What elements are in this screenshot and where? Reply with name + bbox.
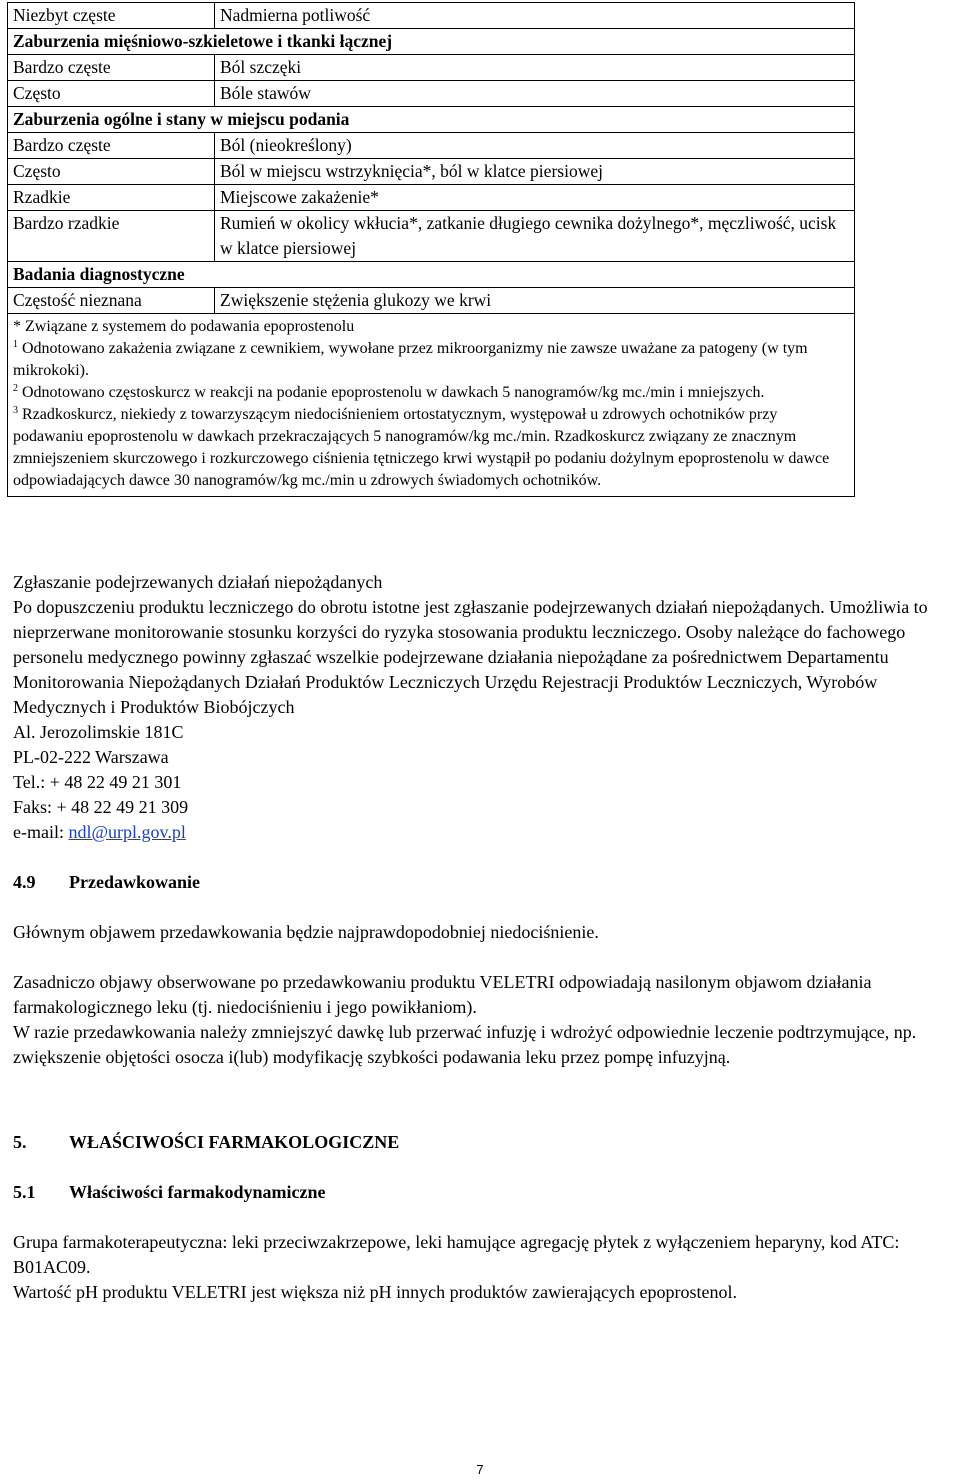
overdose-paragraph-3: W razie przedawkowania należy zmniejszyć dawkę lub przerwać infuzję i wdrożyć odpowiednie leczenie podtrzymujące, np. zwiększenie objętości osocza i(lub) modyfikację szybkości podawania leku przez pompę infuzyjną. <box>13 1022 917 1067</box>
fax-number: Faks: + 48 22 49 21 309 <box>13 797 189 817</box>
section-title: Przedawkowanie <box>69 872 200 892</box>
email-line <box>13 820 958 845</box>
email-link[interactable]: ndl@urpl.gov.pl <box>68 822 186 842</box>
table-row <box>8 159 855 185</box>
address-street: Al. Jerozolimskie 181C <box>13 722 184 742</box>
table-notes-row <box>8 314 855 497</box>
frequency-cell: Często <box>8 81 215 107</box>
footnote-text: Odnotowano zakażenia związane z cewnikiem, wywołane przez mikroorganizmy nie zawsze uważane za patogeny (w tym mikrokoki). <box>13 340 808 379</box>
table-row <box>8 211 855 262</box>
reaction-cell: Bóle stawów <box>215 81 855 107</box>
overdose-paragraph-2: Zasadniczo objawy obserwowane po przedawkowaniu produktu VELETRI odpowiadają nasilonym objawom działania farmakologicznego leku (tj. niedociśnieniu i jego powikłaniom). <box>13 972 872 1017</box>
reaction-cell: Miejscowe zakażenie* <box>215 185 855 211</box>
table-row <box>8 3 855 29</box>
table-footnotes <box>8 314 855 497</box>
reaction-cell: Rumień w okolicy wkłucia*, zatkanie długiego cewnika dożylnego*, męczliwość, ucisk w klatce piersiowej <box>215 211 855 262</box>
reporting-title: Zgłaszanie podejrzewanych działań niepożądanych <box>13 572 383 592</box>
table-row <box>8 29 855 55</box>
reporting-paragraph: Po dopuszczeniu produktu leczniczego do obrotu istotne jest zgłaszanie podejrzewanych działań niepożądanych. Umożliwia to nieprzerwane monitorowanie stosunku korzyści do ryzyka stosowania produktu leczniczego. Osoby należące do fachowego personelu medycznego powinny zgłaszać wszelkie podejrzewane działania niepożądane za pośrednictwem Departamentu Monitorowania Niepożądanych Działań Produktów Leczniczych Urzędu Rejestracji Produktów Leczniczych, Wyrobów Medycznych i Produktów Biobójczych <box>13 597 928 717</box>
footnote-mark: 1 <box>13 339 18 350</box>
frequency-cell: Bardzo częste <box>8 133 215 159</box>
frequency-cell: Częstość nieznana <box>8 288 215 314</box>
reaction-cell: Ból (nieokreślony) <box>215 133 855 159</box>
section-5-heading <box>13 1130 958 1155</box>
reaction-cell: Nadmierna potliwość <box>215 3 855 29</box>
table-row <box>8 133 855 159</box>
footnote-mark: 3 <box>13 405 18 416</box>
footnote-star: * Związane z systemem do podawania epoprostenolu <box>13 318 355 335</box>
frequency-cell: Bardzo częste <box>8 55 215 81</box>
footnote-text: Rzadkoskurcz, niekiedy z towarzyszącym niedociśnieniem ortostatycznym, występował u zdrowych ochotników przy podawaniu epoprostenolu w dawkach przekraczających 5 nanogramów/kg mc./min. Rzadkoskurcz związany ze znacznym zmniejszeniem skurczowego i rozkurczowego ciśnienia tętniczego krwi wystąpił po podaniu dożylnym epoprostenolu w dawce odpowiadających dawce 30 nanogramów/kg mc./min u zdrowych świadomych ochotników. <box>13 406 830 489</box>
section-5-1-heading <box>13 1180 958 1205</box>
adverse-reactions-table <box>7 2 855 497</box>
frequency-cell: Rzadkie <box>8 185 215 211</box>
phone-number: Tel.: + 48 22 49 21 301 <box>13 772 182 792</box>
reaction-cell: Zwiększenie stężenia glukozy we krwi <box>215 288 855 314</box>
reaction-cell: Ból w miejscu wstrzyknięcia*, ból w klatce piersiowej <box>215 159 855 185</box>
footnote-mark: 2 <box>13 383 18 394</box>
overdose-paragraph-1: Głównym objawem przedawkowania będzie najprawdopodobniej niedociśnienie. <box>13 922 599 942</box>
footnote-1 <box>13 338 849 382</box>
document-body <box>13 570 958 1305</box>
pharmacodynamics-paragraph-2: Wartość pH produktu VELETRI jest większa niż pH innych produktów zawierających epoprostenol. <box>13 1282 738 1302</box>
table-row <box>8 185 855 211</box>
frequency-cell: Niezbyt częste <box>8 3 215 29</box>
organ-class-header: Badania diagnostyczne <box>8 262 855 288</box>
table-row <box>8 262 855 288</box>
footnote-text: Odnotowano częstoskurcz w reakcji na podanie epoprostenolu w dawkach 5 nanogramów/kg mc./min i mniejszych. <box>22 384 765 401</box>
section-4-9-heading <box>13 870 958 895</box>
reaction-cell: Ból szczęki <box>215 55 855 81</box>
section-number: 4.9 <box>13 872 36 892</box>
frequency-cell: Bardzo rzadkie <box>8 211 215 262</box>
section-number: 5.1 <box>13 1182 36 1202</box>
table-row <box>8 81 855 107</box>
section-title: Właściwości farmakodynamiczne <box>69 1182 326 1202</box>
email-label: e-mail: <box>13 822 69 842</box>
table-row <box>8 107 855 133</box>
address-city: PL-02-222 Warszawa <box>13 747 169 767</box>
organ-class-header: Zaburzenia ogólne i stany w miejscu podania <box>8 107 855 133</box>
footnote-3 <box>13 404 849 492</box>
table-row <box>8 55 855 81</box>
section-number: 5. <box>13 1132 27 1152</box>
footnote-2 <box>13 382 849 404</box>
table-row <box>8 288 855 314</box>
section-title: WŁAŚCIWOŚCI FARMAKOLOGICZNE <box>69 1132 400 1152</box>
pharmacodynamics-paragraph-1: Grupa farmakoterapeutyczna: leki przeciwzakrzepowe, leki hamujące agregację płytek z wyłączeniem heparyny, kod ATC: B01AC09. <box>13 1232 900 1277</box>
organ-class-header: Zaburzenia mięśniowo-szkieletowe i tkanki łącznej <box>8 29 855 55</box>
page-number: 7 <box>476 1462 484 1477</box>
frequency-cell: Często <box>8 159 215 185</box>
